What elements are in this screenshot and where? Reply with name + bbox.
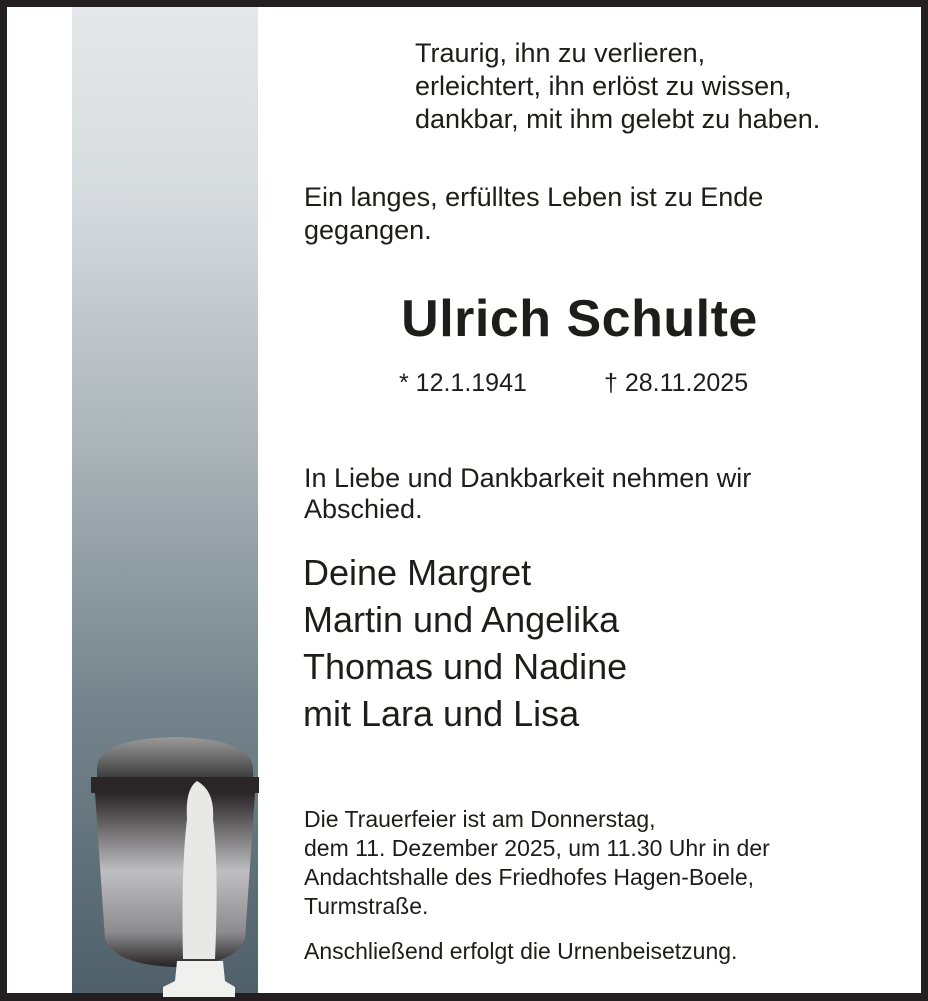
verse-line: erleichtert, ihn erlöst zu wissen, <box>415 71 792 101</box>
death-date: † 28.11.2025 <box>604 369 749 397</box>
verse-line: dankbar, mit ihm gelebt zu haben. <box>415 104 821 134</box>
service-info <box>304 805 770 921</box>
service-line: dem 11. Dezember 2025, um 11.30 Uhr in der <box>304 835 770 861</box>
farewell-line: In Liebe und Dankbarkeit nehmen wir <box>304 463 752 493</box>
family-member: Thomas und Nadine <box>303 646 628 687</box>
farewell-line: Abschied. <box>304 494 423 524</box>
intro-text <box>304 181 763 247</box>
burial-info: Anschließend erfolgt die Urnenbeisetzung. <box>304 938 738 964</box>
deceased-name: Ulrich Schulte <box>401 290 758 348</box>
family-member: mit Lara und Lisa <box>303 693 580 734</box>
verse <box>415 37 820 136</box>
birth-date: * 12.1.1941 <box>399 369 527 397</box>
family-member: Deine Margret <box>303 552 532 593</box>
family-member: Martin und Angelika <box>303 599 620 640</box>
service-line: Turmstraße. <box>304 893 429 919</box>
urn-with-madonna-image <box>85 729 265 1001</box>
verse-line: Traurig, ihn zu verlieren, <box>415 38 706 68</box>
obituary-notice <box>7 7 921 993</box>
farewell-text <box>304 463 751 525</box>
intro-line: gegangen. <box>304 215 432 245</box>
intro-line: Ein langes, erfülltes Leben ist zu Ende <box>304 182 764 212</box>
family-list <box>303 549 627 737</box>
service-line: Andachtshalle des Friedhofes Hagen-Boele, <box>304 864 755 890</box>
service-line: Die Trauerfeier ist am Donnerstag, <box>304 806 656 832</box>
